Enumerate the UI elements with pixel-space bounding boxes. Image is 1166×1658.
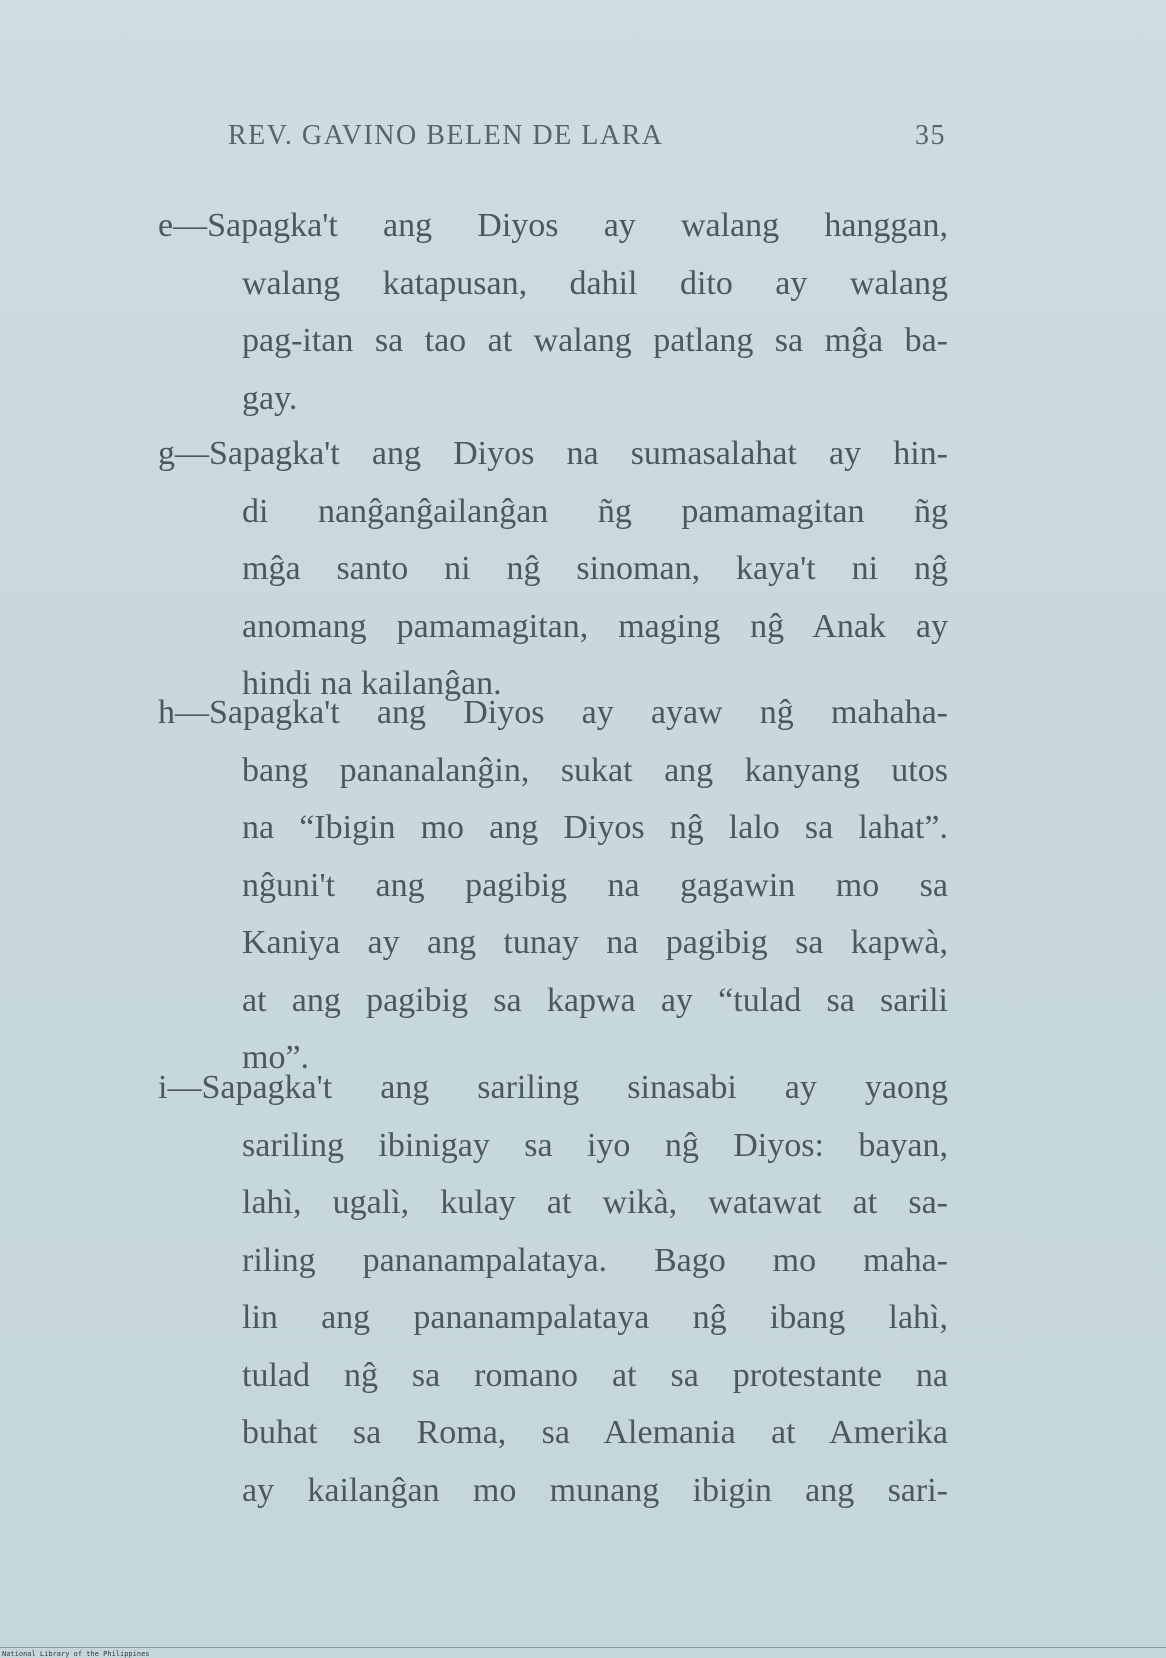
entry-h (158, 684, 948, 1087)
text-line: di nanĝanĝailanĝan ñg pamamagitan ñg (242, 492, 948, 530)
text-line: g—Sapagka't ang Diyos na sumasalahat ay hin- (158, 435, 948, 472)
text-line: bang pananalanĝin, sukat ang kanyang utos (242, 751, 948, 789)
text-line: pag-itan sa tao at walang patlang sa mĝa ba- (242, 322, 948, 359)
library-credit: National Library of the Philippines (2, 1650, 150, 1658)
text-line: hindi na kailanĝan. (242, 665, 502, 702)
entry-g (158, 425, 948, 713)
text-line: riling pananampalataya. Bago mo maha- (242, 1241, 948, 1279)
entry-e (158, 197, 948, 427)
text-line: na “Ibigin mo ang Diyos nĝ lalo sa lahat”. (242, 809, 948, 846)
footer-divider (0, 1647, 1166, 1648)
text-line: buhat sa Roma, sa Alemania at Amerika (242, 1414, 948, 1451)
page-header (228, 120, 946, 160)
text-line: anomang pamamagitan, maging nĝ Anak ay (242, 607, 948, 645)
text-line: tulad nĝ sa romano at sa protestante na (242, 1356, 948, 1394)
text-line: walang katapusan, dahil dito ay walang (242, 264, 948, 302)
text-line: nĝuni't ang pagibig na gagawin mo sa (242, 866, 948, 904)
text-line: mĝa santo ni nĝ sinoman, kaya't ni nĝ (242, 550, 948, 587)
text-line: sariling ibinigay sa iyo nĝ Diyos: bayan, (242, 1126, 948, 1164)
text-line: mo”. (242, 1039, 310, 1076)
text-line: e—Sapagka't ang Diyos ay walang hanggan, (158, 207, 948, 244)
running-title: REV. GAVINO BELEN DE LARA (228, 120, 664, 151)
text-line: h—Sapagka't ang Diyos ay ayaw nĝ mahaha- (158, 694, 948, 731)
entry-i (158, 1059, 948, 1519)
text-line: at ang pagibig sa kapwa ay “tulad sa sarili (242, 981, 948, 1019)
text-line: gay. (242, 379, 298, 417)
text-line: ay kailanĝan mo munang ibigin ang sari- (242, 1471, 948, 1509)
text-line: lahì, ugalì, kulay at wikà, watawat at sa- (242, 1184, 948, 1221)
text-line: Kaniya ay ang tunay na pagibig sa kapwà, (242, 924, 948, 961)
page-number: 35 (915, 120, 946, 151)
text-line: i—Sapagka't ang sariling sinasabi ay yaong (158, 1069, 948, 1106)
text-line: lin ang pananampalataya nĝ ibang lahì, (242, 1299, 948, 1336)
